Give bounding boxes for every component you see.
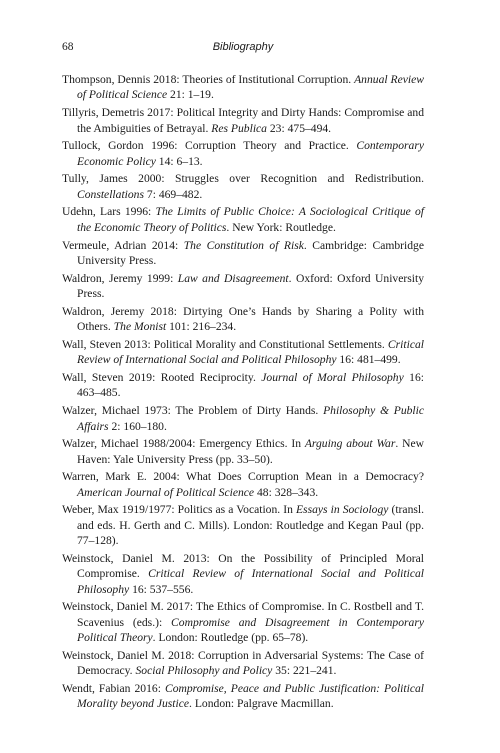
entry-text: Vermeule, Adrian 2014: [62,238,184,252]
entry-title-italic: Annual Review of Political Science [77,73,424,102]
entry-text: 23: 475–494. [266,121,332,135]
entry-title-italic: Social Philosophy and Policy [135,664,273,678]
bibliography-entry [62,337,424,368]
entry-text: Weinstock, Daniel M. 2018: Corruption in Adversarial Systems: The Case of Democracy. [62,648,424,678]
entry-text: Waldron, Jeremy 1999: [62,271,178,285]
entry-title-italic: Journal of Moral Philosophy [261,370,404,384]
bibliography-entry [62,204,424,235]
entry-text: 16: 537–556. [129,582,194,596]
entry-text: Weinstock, Daniel M. 2017: The Ethics of Compromise. In C. Rostbell and T. Scavenius (eds.): [62,600,424,629]
running-title: Bibliography [212,41,274,53]
entry-text: Weber, Max 1919/1977: Politics as a Vocation. In [62,503,296,517]
bibliography-entry [62,681,424,712]
bibliography-entry [62,648,424,679]
entry-text: Tullock, Gordon 1996: Corruption Theory and Practice. [62,139,357,153]
entry-text: 35: 221–241. [272,664,337,678]
entry-text: 16: 463–485. [77,370,424,400]
entry-text: Walzer, Michael 1988/2004: Emergency Ethics. In [62,437,305,451]
bibliography-entry [62,403,424,434]
bibliography-entry [62,551,424,597]
bibliography-entry [62,171,424,202]
entry-text: Tillyris, Demetris 2017: Political Integrity and Dirty Hands: Compromise and the Ambiguities of Betrayal. [62,106,424,135]
bibliography-entry [62,469,424,500]
entry-text: 16: 481–499. [336,353,401,367]
entry-text: 101: 216–234. [166,320,237,334]
entry-text: Weinstock, Daniel M. 2013: On the Possibility of Principled Moral Compromise. [62,551,424,581]
entry-text: . London: Palgrave Macmillan. [189,697,334,711]
bibliography-entry [62,105,424,136]
entry-title-italic: Res Publica [211,121,267,135]
entry-title-italic: The Limits of Public Choice: A Sociological Critique of the Economic Theory of Politics [77,205,425,234]
bibliography-entry [62,599,424,645]
bibliography-entry [62,436,424,467]
entry-title-italic: Arguing about War [304,437,396,451]
bibliography-entry [62,370,424,401]
bibliography-entry [62,238,424,269]
running-header [62,41,424,59]
entry-text: (transl. and eds. H. Gerth and C. Mills). London: Routledge and Kegan Paul (pp. 77–128). [77,503,424,548]
entry-title-italic: Constellations [77,187,144,201]
entry-text: Wendt, Fabian 2016: [62,682,165,696]
entry-text: . Oxford: Oxford University Press. [77,271,424,301]
entry-text: Thompson, Dennis 2018: Theories of Institutional Corruption. [62,73,355,86]
entry-text: . Cambridge: Cambridge University Press. [77,238,425,267]
entry-text: 21: 1–19. [167,88,214,102]
entry-title-italic: American Journal of Political Science [77,485,255,499]
entry-title-italic: Contemporary Economic Policy [77,139,424,168]
entry-title-italic: Compromise, Peace and Public Justification: Political Morality beyond Justice [77,682,424,711]
entry-text: 48: 328–343. [254,485,319,499]
entry-text: Walzer, Michael 1973: The Problem of Dirty Hands. [62,404,324,418]
entry-title-italic: Critical Review of International Social and Political Philosophy [77,567,424,596]
entry-title-italic: Essays in Sociology [295,503,389,517]
page-number: 68 [62,41,74,53]
entry-title-italic: The Monist [113,320,167,334]
bibliography-entry [62,502,424,548]
entry-text: 2: 160–180. [108,419,167,433]
entry-text: Wall, Steven 2013: Political Morality and Constitutional Settlements. [62,337,388,351]
bibliography-entry [62,72,424,103]
entry-title-italic: The Constitution of Risk [183,238,304,252]
entry-text: Warren, Mark E. 2004: What Does Corruption Mean in a Democracy? [62,470,424,484]
bibliography-entry [62,138,424,169]
bibliography-list [62,72,424,714]
entry-text: . New York: Routledge. [226,220,336,234]
entry-title-italic: Law and Disagreement [177,271,289,285]
entry-text: . London: Routledge (pp. 65–78). [152,631,309,645]
entry-text: Waldron, Jeremy 2018: Dirtying One’s Hands by Sharing a Polity with Others. [62,304,424,334]
entry-text: 14: 6–13. [155,154,203,168]
bibliography-entry [62,271,424,302]
entry-title-italic: Critical Review of International Social and Political Philosophy [77,337,424,367]
entry-text: 7: 469–482. [144,187,203,201]
entry-title-italic: Philosophy & Public Affairs [77,404,424,433]
bibliography-entry [62,304,424,335]
entry-title-italic: Compromise and Disagreement in Contemporary Political Theory [77,615,424,645]
entry-text: . New Haven: Yale University Press (pp. 33–50). [77,437,424,466]
entry-text: Wall, Steven 2019: Rooted Reciprocity. [62,370,262,384]
entry-text: Udehn, Lars 1996: [62,205,156,219]
entry-text: Tully, James 2000: Struggles over Recognition and Redistribution. [62,172,424,186]
